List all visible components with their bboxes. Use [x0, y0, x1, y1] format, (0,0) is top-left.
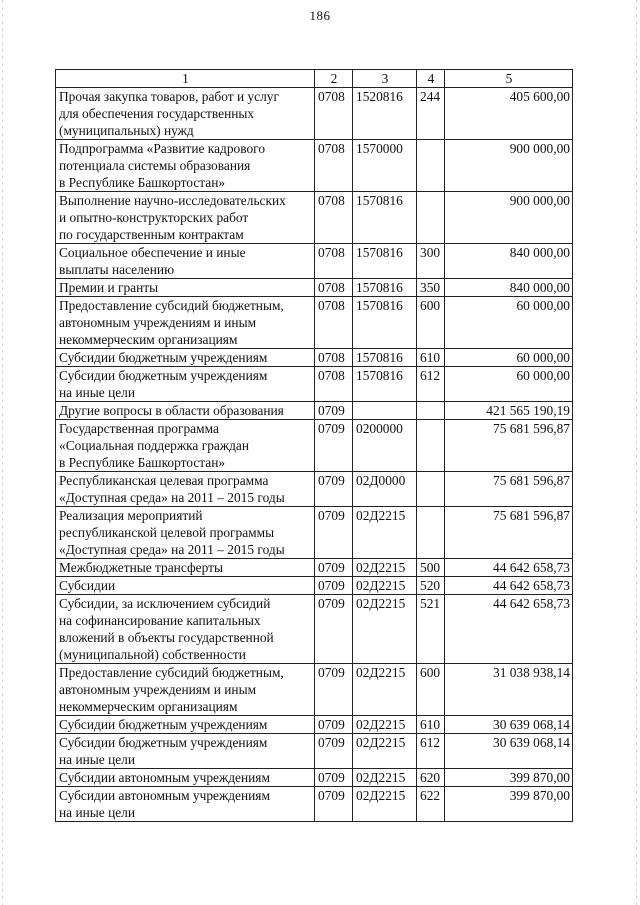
row-name: Субсидии бюджетным учреждениям	[56, 349, 315, 367]
row-section-code: 0708	[315, 192, 353, 244]
table-row	[56, 787, 573, 822]
row-expense-type: 520	[417, 577, 445, 595]
row-section-code: 0709	[315, 559, 353, 577]
row-name: Субсидии бюджетным учреждениям	[56, 716, 315, 734]
row-expense-type: 600	[417, 664, 445, 716]
table-row	[56, 595, 573, 664]
table-row	[56, 244, 573, 279]
row-section-code: 0708	[315, 279, 353, 297]
row-amount: 421 565 190,19	[445, 402, 573, 420]
row-expense-type	[417, 507, 445, 559]
table-row	[56, 507, 573, 559]
header-row	[56, 70, 573, 88]
row-target-code: 1570816	[353, 244, 417, 279]
table-row	[56, 716, 573, 734]
table-header	[56, 70, 573, 88]
row-expense-type	[417, 402, 445, 420]
row-target-code: 1570816	[353, 349, 417, 367]
table-body	[56, 88, 573, 822]
table-row	[56, 140, 573, 192]
row-amount: 60 000,00	[445, 349, 573, 367]
table-row	[56, 297, 573, 349]
page-number: 186	[309, 8, 331, 23]
row-section-code: 0708	[315, 88, 353, 140]
row-expense-type: 521	[417, 595, 445, 664]
row-amount: 44 642 658,73	[445, 595, 573, 664]
row-section-code: 0709	[315, 595, 353, 664]
header-col-2: 2	[315, 70, 353, 88]
row-target-code: 02Д2215	[353, 577, 417, 595]
row-name: Субсидии бюджетным учреждениям на иные цели	[56, 367, 315, 402]
row-section-code: 0709	[315, 716, 353, 734]
row-target-code: 02Д2215	[353, 734, 417, 769]
row-target-code: 02Д2215	[353, 559, 417, 577]
row-amount: 44 642 658,73	[445, 577, 573, 595]
row-amount: 399 870,00	[445, 769, 573, 787]
row-section-code: 0709	[315, 664, 353, 716]
row-name: Субсидии автономным учреждениям	[56, 769, 315, 787]
row-target-code: 1570816	[353, 297, 417, 349]
row-expense-type	[417, 420, 445, 472]
row-target-code: 02Д2215	[353, 716, 417, 734]
row-name: Премии и гранты	[56, 279, 315, 297]
row-target-code: 0200000	[353, 420, 417, 472]
row-amount: 405 600,00	[445, 88, 573, 140]
row-amount: 900 000,00	[445, 192, 573, 244]
row-section-code: 0708	[315, 349, 353, 367]
row-name: Субсидии, за исключением субсидий на софинансирование капитальных вложений в объекты государственной (муниципальной) собственности	[56, 595, 315, 664]
row-section-code: 0708	[315, 140, 353, 192]
row-name: Предоставление субсидий бюджетным, автономным учреждениям и иным некоммерческим организациям	[56, 664, 315, 716]
row-section-code: 0709	[315, 734, 353, 769]
row-expense-type: 612	[417, 367, 445, 402]
row-name: Подпрограмма «Развитие кадрового потенциала системы образования в Республике Башкортостан»	[56, 140, 315, 192]
row-expense-type: 350	[417, 279, 445, 297]
table-row	[56, 734, 573, 769]
row-expense-type: 500	[417, 559, 445, 577]
row-amount: 75 681 596,87	[445, 472, 573, 507]
row-expense-type: 300	[417, 244, 445, 279]
row-amount: 30 639 068,14	[445, 716, 573, 734]
row-expense-type: 610	[417, 716, 445, 734]
table-row	[56, 472, 573, 507]
row-target-code: 02Д2215	[353, 595, 417, 664]
scan-edge-left	[2, 0, 3, 905]
header-col-4: 4	[417, 70, 445, 88]
row-expense-type	[417, 140, 445, 192]
row-expense-type: 622	[417, 787, 445, 822]
row-target-code: 02Д2215	[353, 507, 417, 559]
row-amount: 900 000,00	[445, 140, 573, 192]
row-target-code: 02Д0000	[353, 472, 417, 507]
row-name: Предоставление субсидий бюджетным, автономным учреждениям и иным некоммерческим организациям	[56, 297, 315, 349]
row-section-code: 0708	[315, 367, 353, 402]
scan-edge-right	[636, 0, 637, 905]
header-col-1: 1	[56, 70, 315, 88]
table-row	[56, 367, 573, 402]
row-target-code: 1570000	[353, 140, 417, 192]
table-row	[56, 279, 573, 297]
row-section-code: 0709	[315, 769, 353, 787]
row-name: Социальное обеспечение и иные выплаты населению	[56, 244, 315, 279]
row-target-code: 02Д2215	[353, 769, 417, 787]
table-row	[56, 769, 573, 787]
row-amount: 75 681 596,87	[445, 507, 573, 559]
row-target-code	[353, 402, 417, 420]
row-target-code: 1570816	[353, 279, 417, 297]
table-row	[56, 402, 573, 420]
row-name: Субсидии бюджетным учреждениям на иные цели	[56, 734, 315, 769]
row-name: Другие вопросы в области образования	[56, 402, 315, 420]
row-section-code: 0709	[315, 402, 353, 420]
budget-table	[55, 69, 573, 822]
table-row	[56, 420, 573, 472]
row-target-code: 1520816	[353, 88, 417, 140]
row-target-code: 02Д2215	[353, 664, 417, 716]
row-name: Республиканская целевая программа «Доступная среда» на 2011 – 2015 годы	[56, 472, 315, 507]
row-section-code: 0709	[315, 420, 353, 472]
row-target-code: 02Д2215	[353, 787, 417, 822]
row-amount: 30 639 068,14	[445, 734, 573, 769]
row-amount: 31 038 938,14	[445, 664, 573, 716]
row-amount: 60 000,00	[445, 367, 573, 402]
row-amount: 840 000,00	[445, 244, 573, 279]
row-section-code: 0709	[315, 472, 353, 507]
row-name: Реализация мероприятий республиканской целевой программы «Доступная среда» на 2011 – 2015 годы	[56, 507, 315, 559]
row-section-code: 0709	[315, 507, 353, 559]
row-name: Межбюджетные трансферты	[56, 559, 315, 577]
row-expense-type: 610	[417, 349, 445, 367]
row-name: Государственная программа «Социальная поддержка граждан в Республике Башкортостан»	[56, 420, 315, 472]
row-amount: 60 000,00	[445, 297, 573, 349]
header-col-3: 3	[353, 70, 417, 88]
row-expense-type	[417, 192, 445, 244]
row-expense-type: 600	[417, 297, 445, 349]
table-row	[56, 559, 573, 577]
table-row	[56, 577, 573, 595]
row-target-code: 1570816	[353, 367, 417, 402]
row-target-code: 1570816	[353, 192, 417, 244]
row-name: Выполнение научно-исследовательских и опытно-конструкторских работ по государственным контрактам	[56, 192, 315, 244]
row-amount: 399 870,00	[445, 787, 573, 822]
header-col-5: 5	[445, 70, 573, 88]
table-row	[56, 192, 573, 244]
row-amount: 44 642 658,73	[445, 559, 573, 577]
row-section-code: 0709	[315, 577, 353, 595]
row-expense-type: 244	[417, 88, 445, 140]
row-name: Прочая закупка товаров, работ и услуг для обеспечения государственных (муниципальных) нужд	[56, 88, 315, 140]
row-section-code: 0709	[315, 787, 353, 822]
row-amount: 75 681 596,87	[445, 420, 573, 472]
row-expense-type: 612	[417, 734, 445, 769]
row-expense-type	[417, 472, 445, 507]
row-section-code: 0708	[315, 244, 353, 279]
table-row	[56, 88, 573, 140]
table-row	[56, 349, 573, 367]
row-amount: 840 000,00	[445, 279, 573, 297]
row-name: Субсидии автономным учреждениям на иные цели	[56, 787, 315, 822]
row-expense-type: 620	[417, 769, 445, 787]
table-row	[56, 664, 573, 716]
row-section-code: 0708	[315, 297, 353, 349]
row-name: Субсидии	[56, 577, 315, 595]
